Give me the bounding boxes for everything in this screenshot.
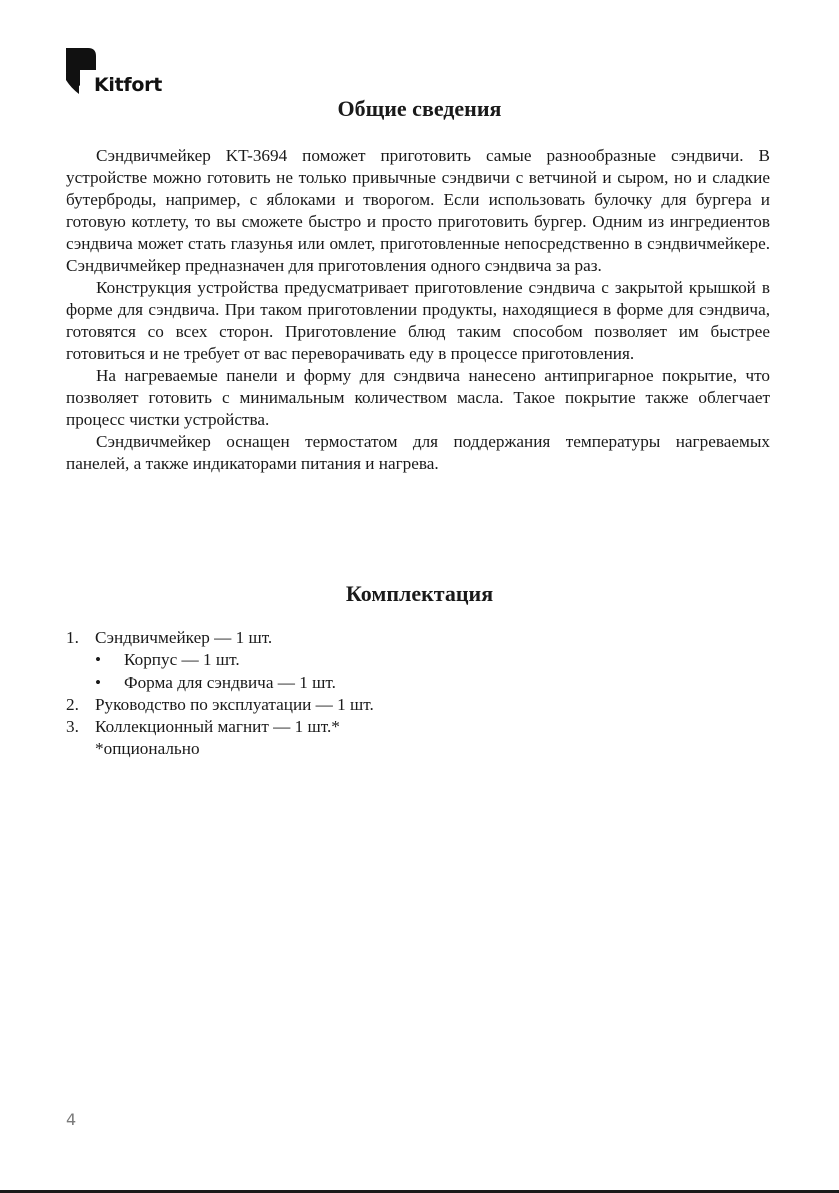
kitfort-logo-mark-icon: [66, 48, 96, 100]
list-item-text: Коллекционный магнит — 1 шт.*: [95, 717, 340, 737]
list-item: [66, 694, 770, 716]
list-item-number: 2.: [66, 694, 79, 714]
paragraph-coating: На нагреваемые панели и форму для сэндвича нанесено антипригарное покрытие, что позволяет готовить с минимальным количеством масла. Такое покрытие также облегчает процесс чистки устройства.: [66, 366, 770, 429]
list-item: [66, 627, 770, 649]
list-item-text: Сэндвичмейкер — 1 шт.: [95, 628, 273, 647]
paragraph-construction: Конструкция устройства предусматривает приготовление сэндвича с закрытой крышкой в форме для сэндвича. При таком приготовлении продукты, находящиеся в форме для сэндвича, готовятся со всех сторон. Приготовление блюд таким способом позволяет им быстрее готовиться и не требует от вас переворачивать еду в процессе приготовления.: [66, 278, 770, 363]
section-title-general: Общие сведения: [337, 96, 502, 121]
list-item: [66, 716, 770, 738]
section-title-kit: Комплектация: [345, 581, 494, 606]
sub-list-item: [66, 649, 770, 671]
kit-list: [66, 627, 770, 761]
bullet-icon: •: [95, 672, 102, 692]
page-number: 4: [66, 1110, 77, 1129]
footnote: *опционально: [95, 739, 200, 759]
paragraph-intro: Сэндвичмейкер KT-3694 поможет приготовить самые разнообразные сэндвичи. В устройстве можно готовить не только привычные сэндвичи с ветчиной и сыром, но и сладкие бутерброды, например, с яблоками и творогом. Если использовать булочку для бургера и готовую котлету, то вы сможете быстро и просто приготовить бургер. Одним из ингредиентов сэндвича может стать глазунья или омлет, приготовленные непосредственно в сэндвичмейкере. Сэндвичмейкер предназначен для приготовления одного сэндвича за раз.: [66, 146, 770, 275]
kitfort-logo-text: Kitfort: [94, 74, 162, 96]
general-info-text: [66, 145, 770, 475]
list-item-number: 1.: [66, 628, 79, 647]
paragraph-thermostat: Сэндвичмейкер оснащен термостатом для поддержания температуры нагреваемых панелей, а также индикаторами питания и нагрева.: [66, 432, 770, 473]
list-item-text: Руководство по эксплуатации — 1 шт.: [95, 694, 374, 714]
bullet-icon: •: [95, 650, 102, 670]
list-item-number: 3.: [66, 717, 79, 737]
kitfort-logo: [66, 48, 176, 100]
sub-list-item-text: Корпус — 1 шт.: [124, 650, 240, 670]
sub-list-item: [66, 672, 770, 694]
sub-list-item-text: Форма для сэндвича — 1 шт.: [124, 672, 336, 692]
